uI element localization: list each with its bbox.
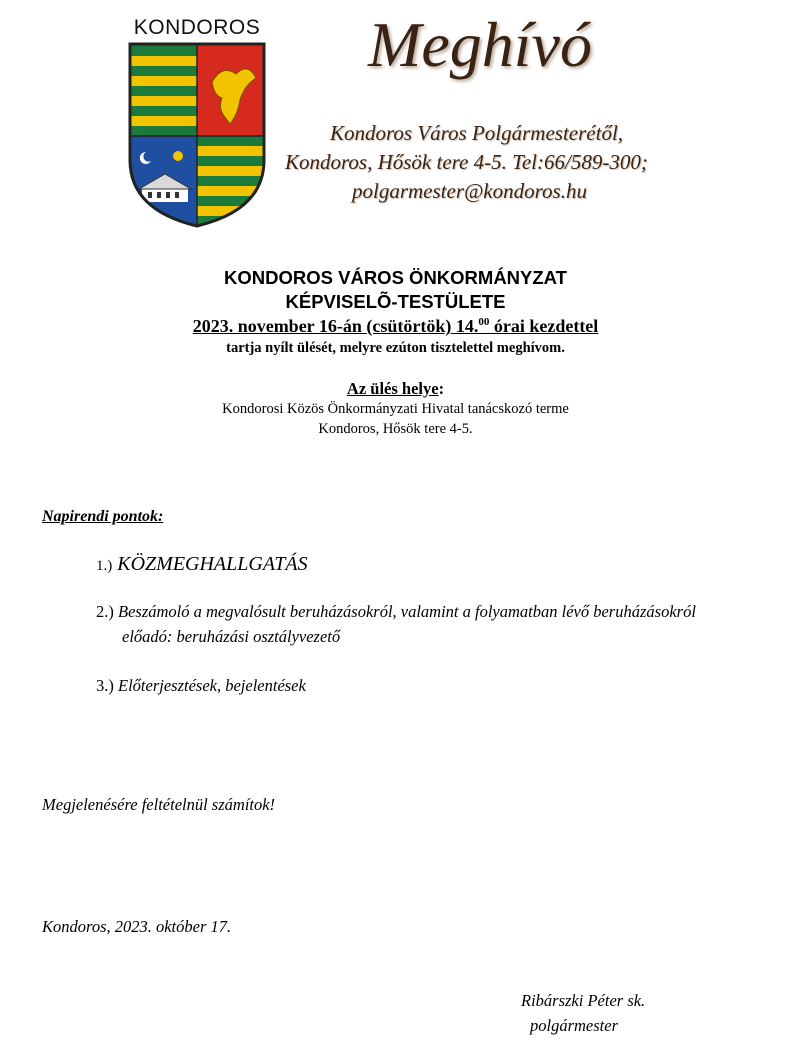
header-address-line: Kondoros, Hősök tere 4-5. Tel:66/589-300; [285,150,648,174]
organization-name: KONDOROS VÁROS ÖNKORMÁNYZAT [224,267,567,288]
place-and-date: Kondoros, 2023. október 17. [42,917,232,936]
session-date-main: 2023. november 16-án (csütörtök) 14. [192,316,479,336]
invitation-title: Meghívó [368,9,592,80]
session-date-tail: órai kezdettel [489,316,599,336]
agenda-item-text: KÖZMEGHALLGATÁS [117,553,308,575]
header-email-line: polgarmester@kondoros.hu [352,179,587,203]
signer-title: polgármester [530,1016,618,1035]
organization-body: KÉPVISELÕ-TESTÜLETE [285,291,506,312]
closing-remark: Megjelenésére feltételnül számítok! [42,795,276,814]
agenda-item-text: Előterjesztések, bejelentések [118,676,306,695]
crest-label: KONDOROS [133,16,261,39]
session-date [0,316,791,337]
session-time-minutes: 00 [478,316,490,328]
agenda-item-1 [96,553,308,576]
agenda-item-3 [96,676,306,696]
agenda-item-number: 3.) [96,676,114,695]
agenda-heading: Napirendi pontok: [42,508,164,525]
signer-name: Ribárszki Péter sk. [521,991,646,1010]
venue-heading-colon: : [438,379,445,398]
open-session-text: tartja nyílt ülését, melyre ezúton tisztelettel meghívom. [226,340,565,356]
coat-of-arms [122,16,272,228]
venue-heading [0,379,791,399]
crest-shield-icon [126,42,268,228]
agenda-item-text: Beszámoló a megvalósult beruházásokról, valamint a folyamatban lévő beruházásokról [118,602,696,621]
agenda-item-number: 2.) [96,602,114,621]
venue-hall: Kondorosi Közös Önkormányzati Hivatal tanácskozó terme [222,401,569,417]
header-sender-line: Kondoros Város Polgármesterétől, [330,121,624,145]
agenda-item-number: 1.) [96,558,113,574]
venue-heading-text: Az ülés helye [346,379,439,398]
agenda-item-2-presenter: előadó: beruházási osztályvezető [122,627,341,646]
agenda-item-2 [96,602,696,622]
venue-address: Kondoros, Hősök tere 4-5. [318,421,473,437]
